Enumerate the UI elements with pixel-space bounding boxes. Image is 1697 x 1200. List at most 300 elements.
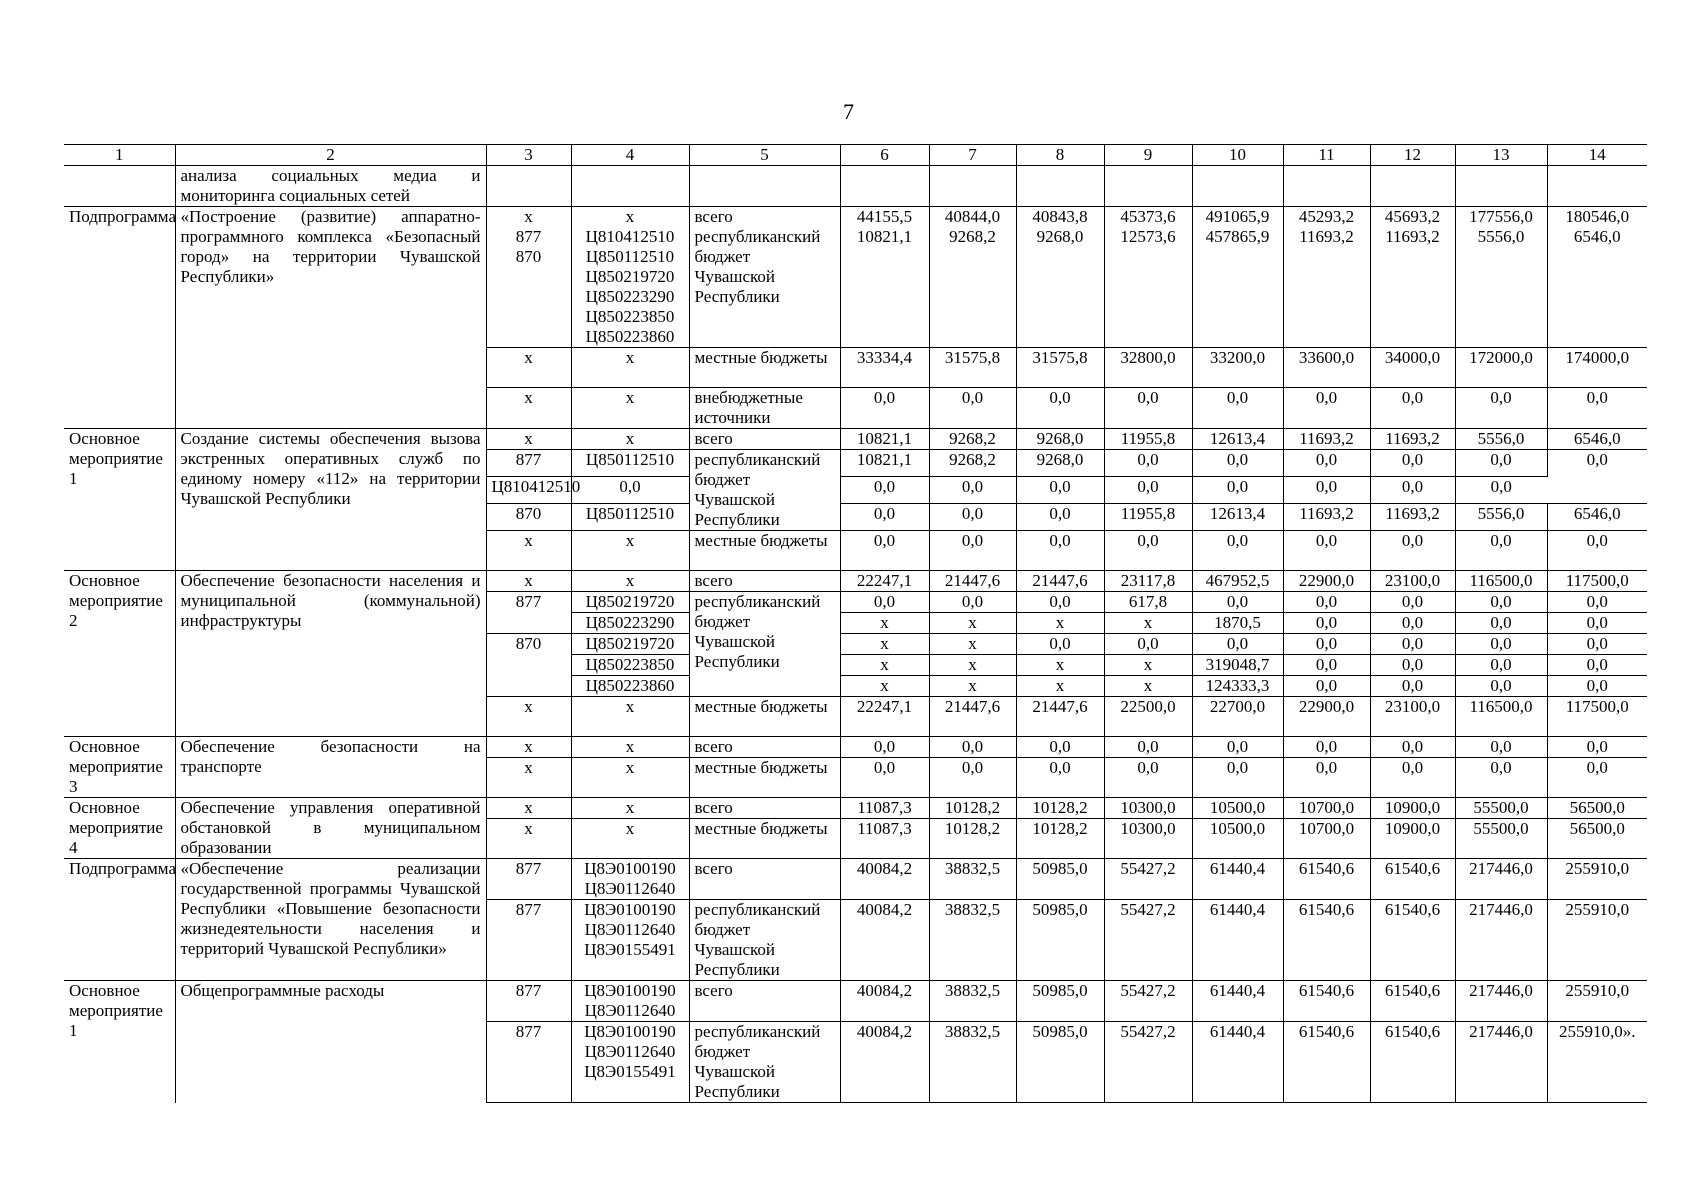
value-cell: 124333,3 [1192,676,1283,697]
value-cell: 0,0 [1016,737,1104,758]
value-cell: 6546,0 [1547,227,1647,348]
table-row [64,737,1647,758]
funding-source-cell: внебюджетные источники [689,388,840,429]
value-cell: 50985,0 [1016,981,1104,1022]
item-name-cell: Общепрограммные расходы [175,981,486,1103]
value-cell: 0,0 [1016,758,1104,798]
header-cell: 13 [1455,145,1547,166]
value-cell: 38832,5 [929,981,1016,1022]
target-article-cell: х [571,571,689,592]
value-cell: 0,0 [1016,504,1104,531]
value-cell: 56500,0 [1547,798,1647,819]
target-article-cell: х [571,531,689,571]
funding-source-cell: местные бюджеты [689,758,840,798]
table-row [64,429,1647,450]
value-cell: 6546,0 [1547,504,1647,531]
value-cell: 55427,2 [1104,981,1192,1022]
value-cell: 5556,0 [1455,429,1547,450]
target-article-cell: Ц850219720 [571,634,689,655]
value-cell: 23117,8 [1104,571,1192,592]
target-article-cell: х [571,798,689,819]
item-name-cell: Обеспечение безопасности населения и муниципальной (коммунальной) инфраструктуры [175,571,486,737]
value-cell: 0,0 [1370,477,1455,504]
value-cell: 21447,6 [929,571,1016,592]
target-article-cell: Ц850112510 [571,504,689,531]
value-cell: 0,0 [1455,450,1547,477]
grbs-cell: х [486,819,571,859]
grbs-cell: х [486,798,571,819]
header-cell: 7 [929,145,1016,166]
value-cell: 0,0 [840,388,929,429]
value-cell: 177556,0 [1455,207,1547,228]
value-cell: 0,0 [1192,477,1283,504]
value-cell: 174000,0 [1547,348,1647,388]
funding-source-cell: республиканский бюджет Чувашской Республики [689,900,840,981]
value-cell: 55427,2 [1104,859,1192,900]
value-cell: 0,0 [1370,655,1455,676]
header-cell: 14 [1547,145,1647,166]
value-cell: 0,0 [1192,592,1283,613]
value-cell: 0,0 [1455,531,1547,571]
value-cell: 0,0 [1192,758,1283,798]
value-cell: 0,0 [929,477,1016,504]
target-article-cell: х [571,737,689,758]
grbs-cell: 877 [486,450,571,477]
target-article-cell: Ц810412510 [486,477,571,504]
target-article-cell: Ц850223290 [571,613,689,634]
table-row [64,798,1647,819]
header-cell: 2 [175,145,486,166]
value-cell: 117500,0 [1547,571,1647,592]
value-cell [929,166,1016,207]
value-cell: 172000,0 [1455,348,1547,388]
value-cell: 0,0 [1104,737,1192,758]
value-cell: 0,0 [1283,450,1370,477]
value-cell: 319048,7 [1192,655,1283,676]
value-cell: 22247,1 [840,571,929,592]
value-cell: 0,0 [1370,450,1455,477]
value-cell: 255910,0 [1547,981,1647,1022]
value-cell [1104,166,1192,207]
value-cell: 0,0 [1104,531,1192,571]
funding-source-cell: всего [689,737,840,758]
value-cell: 9268,2 [929,450,1016,477]
grbs-cell: х [486,388,571,429]
value-cell: 0,0 [1283,531,1370,571]
value-cell: 61540,6 [1283,859,1370,900]
value-cell: 617,8 [1104,592,1192,613]
value-cell: 0,0 [929,388,1016,429]
value-cell: 10500,0 [1192,819,1283,859]
value-cell: 50985,0 [1016,859,1104,900]
value-cell: 0,0 [1104,450,1192,477]
value-cell: 0,0 [1547,531,1647,571]
table-row [64,571,1647,592]
value-cell: 0,0 [1016,388,1104,429]
value-cell: 10128,2 [929,819,1016,859]
value-cell: 0,0 [1283,613,1370,634]
value-cell: х [840,613,929,634]
value-cell: 22500,0 [1104,697,1192,737]
value-cell: 0,0 [1455,388,1547,429]
grbs-cell: х [486,348,571,388]
value-cell: х [1016,613,1104,634]
target-article-cell [571,166,689,207]
grbs-cell: х [486,429,571,450]
value-cell: 0,0 [1370,758,1455,798]
value-cell: 10700,0 [1283,798,1370,819]
value-cell: 0,0 [1283,592,1370,613]
value-cell: 55427,2 [1104,1022,1192,1103]
page-number: 7 [843,99,854,124]
value-cell: 38832,5 [929,900,1016,981]
grbs-cell: х [486,531,571,571]
value-cell: 11087,3 [840,819,929,859]
item-name-cell: Создание системы обеспечения вызова экстренных оперативных служб по единому номеру «112» на территории Чувашской Республики [175,429,486,571]
value-cell: 22247,1 [840,697,929,737]
value-cell: 0,0 [840,758,929,798]
value-cell: 0,0 [1455,676,1547,697]
value-cell: 0,0 [1455,613,1547,634]
header-cell: 9 [1104,145,1192,166]
value-cell: 32800,0 [1104,348,1192,388]
value-cell: х [1016,676,1104,697]
funding-source-cell: местные бюджеты [689,531,840,571]
value-cell: 33334,4 [840,348,929,388]
value-cell: 467952,5 [1192,571,1283,592]
value-cell: 0,0 [1455,634,1547,655]
value-cell: 10821,1 [840,227,929,348]
value-cell: 0,0 [1192,450,1283,477]
value-cell: 0,0 [929,737,1016,758]
value-cell: 1870,5 [1192,613,1283,634]
value-cell: 33600,0 [1283,348,1370,388]
value-cell: 61440,4 [1192,859,1283,900]
funding-source-cell: республиканский бюджет Чувашской Республики [689,592,840,697]
funding-source-cell: всего [689,859,840,900]
funding-source-cell [689,166,840,207]
target-article-cell: х [571,429,689,450]
value-cell: 23100,0 [1370,571,1455,592]
item-type-cell: Основное мероприятие 1 [64,429,175,571]
value-cell: 0,0 [1547,676,1647,697]
value-cell: 0,0 [840,592,929,613]
value-cell: 117500,0 [1547,697,1647,737]
value-cell: 55500,0 [1455,798,1547,819]
header-cell: 5 [689,145,840,166]
value-cell: 0,0 [1283,388,1370,429]
value-cell: 255910,0». [1547,1022,1647,1103]
target-article-cell: Ц8Э0100190 Ц8Э0112640 Ц8Э0155491 [571,900,689,981]
value-cell: 0,0 [1370,634,1455,655]
value-cell: 22700,0 [1192,697,1283,737]
target-article-cell: х [571,758,689,798]
target-article-cell: Ц8Э0100190 Ц8Э0112640 [571,981,689,1022]
value-cell: 38832,5 [929,1022,1016,1103]
grbs-cell: 870 [486,504,571,531]
budget-table [64,144,1647,1103]
value-cell: 40844,0 [929,207,1016,228]
value-cell: 0,0 [1283,634,1370,655]
header-cell: 4 [571,145,689,166]
item-type-cell: Основное мероприятие 3 [64,737,175,798]
value-cell: 0,0 [1283,477,1370,504]
value-cell: х [840,634,929,655]
value-cell: 23100,0 [1370,697,1455,737]
funding-source-cell: республиканский бюджет Чувашской Республики [689,1022,840,1103]
header-row [64,145,1647,166]
item-type-cell: Основное мероприятие 4 [64,798,175,859]
value-cell: 11693,2 [1370,227,1455,348]
value-cell: 31575,8 [1016,348,1104,388]
value-cell: 0,0 [1547,450,1647,477]
value-cell: 40084,2 [840,981,929,1022]
value-cell: 0,0 [1283,655,1370,676]
item-name-cell: анализа социальных медиа и мониторинга социальных сетей [175,166,486,207]
value-cell: 0,0 [1370,592,1455,613]
value-cell: 5556,0 [1455,504,1547,531]
value-cell: 10300,0 [1104,798,1192,819]
value-cell: 0,0 [1016,634,1104,655]
value-cell [1283,166,1370,207]
header-cell: 11 [1283,145,1370,166]
value-cell: 0,0 [929,592,1016,613]
value-cell: 0,0 [1370,676,1455,697]
value-cell: 12573,6 [1104,227,1192,348]
value-cell: 50985,0 [1016,900,1104,981]
value-cell: 217446,0 [1455,981,1547,1022]
grbs-cell: х [486,758,571,798]
value-cell: 11693,2 [1283,227,1370,348]
value-cell: 0,0 [1455,592,1547,613]
value-cell: 10700,0 [1283,819,1370,859]
value-cell: 0,0 [1104,477,1192,504]
value-cell: 255910,0 [1547,900,1647,981]
value-cell: 31575,8 [929,348,1016,388]
value-cell [1547,166,1647,207]
table-row [64,207,1647,228]
value-cell: 61540,6 [1370,859,1455,900]
value-cell [840,166,929,207]
value-cell: 10128,2 [1016,819,1104,859]
value-cell: 21447,6 [1016,571,1104,592]
value-cell: 61540,6 [1283,1022,1370,1103]
table-body [64,166,1647,1103]
value-cell: 0,0 [840,737,929,758]
funding-source-cell: местные бюджеты [689,819,840,859]
value-cell: 0,0 [1547,592,1647,613]
target-article-cell: х [571,207,689,228]
target-article-cell: х [571,388,689,429]
value-cell: 255910,0 [1547,859,1647,900]
header-cell: 8 [1016,145,1104,166]
value-cell: 38832,5 [929,859,1016,900]
funding-source-cell: республиканский бюджет Чувашской Республики [689,450,840,531]
value-cell: 9268,0 [1016,227,1104,348]
value-cell: 0,0 [1370,531,1455,571]
value-cell: 10900,0 [1370,819,1455,859]
header-cell: 10 [1192,145,1283,166]
value-cell: 40843,8 [1016,207,1104,228]
target-article-cell: Ц810412510 Ц850112510 Ц850219720 Ц850223290 Ц850223850 Ц850223860 [571,227,689,348]
value-cell: 61440,4 [1192,1022,1283,1103]
table-row [64,981,1647,1022]
grbs-cell: 877 870 [486,227,571,348]
value-cell: 44155,5 [840,207,929,228]
value-cell: 12613,4 [1192,504,1283,531]
value-cell: 11693,2 [1370,429,1455,450]
value-cell: 217446,0 [1455,859,1547,900]
value-cell: 491065,9 [1192,207,1283,228]
value-cell: 10821,1 [840,450,929,477]
value-cell: 61440,4 [1192,900,1283,981]
value-cell: 22900,0 [1283,697,1370,737]
value-cell: 0,0 [840,477,929,504]
value-cell: 21447,6 [929,697,1016,737]
funding-source-cell: местные бюджеты [689,348,840,388]
value-cell: х [1104,676,1192,697]
value-cell: 55500,0 [1455,819,1547,859]
value-cell: 61440,4 [1192,981,1283,1022]
grbs-cell: х [486,737,571,758]
target-article-cell: Ц850112510 [571,450,689,477]
value-cell: 0,0 [1370,388,1455,429]
header-cell: 12 [1370,145,1455,166]
value-cell: х [929,655,1016,676]
value-cell: 11693,2 [1370,504,1455,531]
target-article-cell: Ц850219720 [571,592,689,613]
value-cell: 0,0 [929,758,1016,798]
value-cell: 21447,6 [1016,697,1104,737]
value-cell: 5556,0 [1455,227,1547,348]
value-cell: 10500,0 [1192,798,1283,819]
target-article-cell: Ц8Э0100190 Ц8Э0112640 Ц8Э0155491 [571,1022,689,1103]
funding-source-cell: всего [689,798,840,819]
value-cell: 0,0 [1370,737,1455,758]
target-article-cell: Ц850223860 [571,676,689,697]
grbs-cell: 877 [486,900,571,981]
grbs-cell: 877 [486,592,571,634]
value-cell: 0,0 [1016,592,1104,613]
value-cell: 61540,6 [1283,981,1370,1022]
value-cell: 22900,0 [1283,571,1370,592]
value-cell: 0,0 [1016,477,1104,504]
value-cell: 61540,6 [1283,900,1370,981]
value-cell: 0,0 [1547,737,1647,758]
funding-source-cell: местные бюджеты [689,697,840,737]
item-type-cell: Подпрограмма [64,859,175,981]
grbs-cell: х [486,207,571,228]
item-name-cell: «Обеспечение реализации государственной программы Чувашской Республики «Повышение безопасности жизнедеятельности населения и территорий Чувашской Республики» [175,859,486,981]
value-cell: 0,0 [1192,634,1283,655]
funding-source-cell: всего [689,981,840,1022]
value-cell: 11955,8 [1104,429,1192,450]
value-cell: х [1104,655,1192,676]
value-cell: 40084,2 [840,900,929,981]
value-cell: 0,0 [1192,737,1283,758]
value-cell: 457865,9 [1192,227,1283,348]
value-cell: 0,0 [1283,676,1370,697]
value-cell [1016,166,1104,207]
value-cell: 45693,2 [1370,207,1455,228]
value-cell: 45373,6 [1104,207,1192,228]
value-cell: 0,0 [1455,737,1547,758]
value-cell: 61540,6 [1370,981,1455,1022]
item-name-cell: «Построение (развитие) аппаратно-программного комплекса «Безопасный город» на территории Чувашской Республики» [175,207,486,429]
value-cell: 10821,1 [840,429,929,450]
value-cell: 0,0 [1455,477,1547,504]
value-cell: 116500,0 [1455,697,1547,737]
value-cell: 0,0 [1283,737,1370,758]
value-cell: 34000,0 [1370,348,1455,388]
value-cell: 6546,0 [1547,429,1647,450]
table-row [64,166,1647,207]
value-cell: 0,0 [929,504,1016,531]
value-cell: 217446,0 [1455,900,1547,981]
value-cell: 10300,0 [1104,819,1192,859]
value-cell: 0,0 [929,531,1016,571]
target-article-cell: х [571,819,689,859]
value-cell: 12613,4 [1192,429,1283,450]
target-article-cell: х [571,348,689,388]
value-cell: 10128,2 [929,798,1016,819]
value-cell: х [840,655,929,676]
value-cell: 11955,8 [1104,504,1192,531]
header-cell: 3 [486,145,571,166]
grbs-cell: 877 [486,1022,571,1103]
value-cell: 0,0 [1455,758,1547,798]
item-name-cell: Обеспечение безопасности на транспорте [175,737,486,798]
target-article-cell: Ц8Э0100190 Ц8Э0112640 [571,859,689,900]
value-cell: 0,0 [840,504,929,531]
value-cell: 0,0 [1104,758,1192,798]
value-cell: 61540,6 [1370,900,1455,981]
value-cell: х [929,676,1016,697]
value-cell: 50985,0 [1016,1022,1104,1103]
value-cell: 0,0 [1192,531,1283,571]
value-cell: 9268,0 [1016,450,1104,477]
value-cell: 11087,3 [840,798,929,819]
value-cell: х [1016,655,1104,676]
value-cell: 116500,0 [1455,571,1547,592]
value-cell: 9268,2 [929,429,1016,450]
grbs-cell: х [486,697,571,737]
grbs-cell: 870 [486,634,571,697]
header-cell: 6 [840,145,929,166]
value-cell: 10900,0 [1370,798,1455,819]
value-cell [1192,166,1283,207]
funding-source-cell: республиканский бюджет Чувашской Республики [689,227,840,348]
target-article-cell: Ц850223850 [571,655,689,676]
value-cell: 40084,2 [840,859,929,900]
value-cell: 217446,0 [1455,1022,1547,1103]
grbs-cell: 877 [486,981,571,1022]
value-cell: 11693,2 [1283,504,1370,531]
value-cell: х [929,634,1016,655]
value-cell [1370,166,1455,207]
value-cell: 9268,0 [1016,429,1104,450]
value-cell: 0,0 [1283,758,1370,798]
value-cell: х [929,613,1016,634]
value-cell: 9268,2 [929,227,1016,348]
value-cell: 10128,2 [1016,798,1104,819]
value-cell [1455,166,1547,207]
header-cell: 1 [64,145,175,166]
value-cell: 61540,6 [1370,1022,1455,1103]
value-cell: 40084,2 [840,1022,929,1103]
funding-source-cell: всего [689,429,840,450]
value-cell: 56500,0 [1547,819,1647,859]
